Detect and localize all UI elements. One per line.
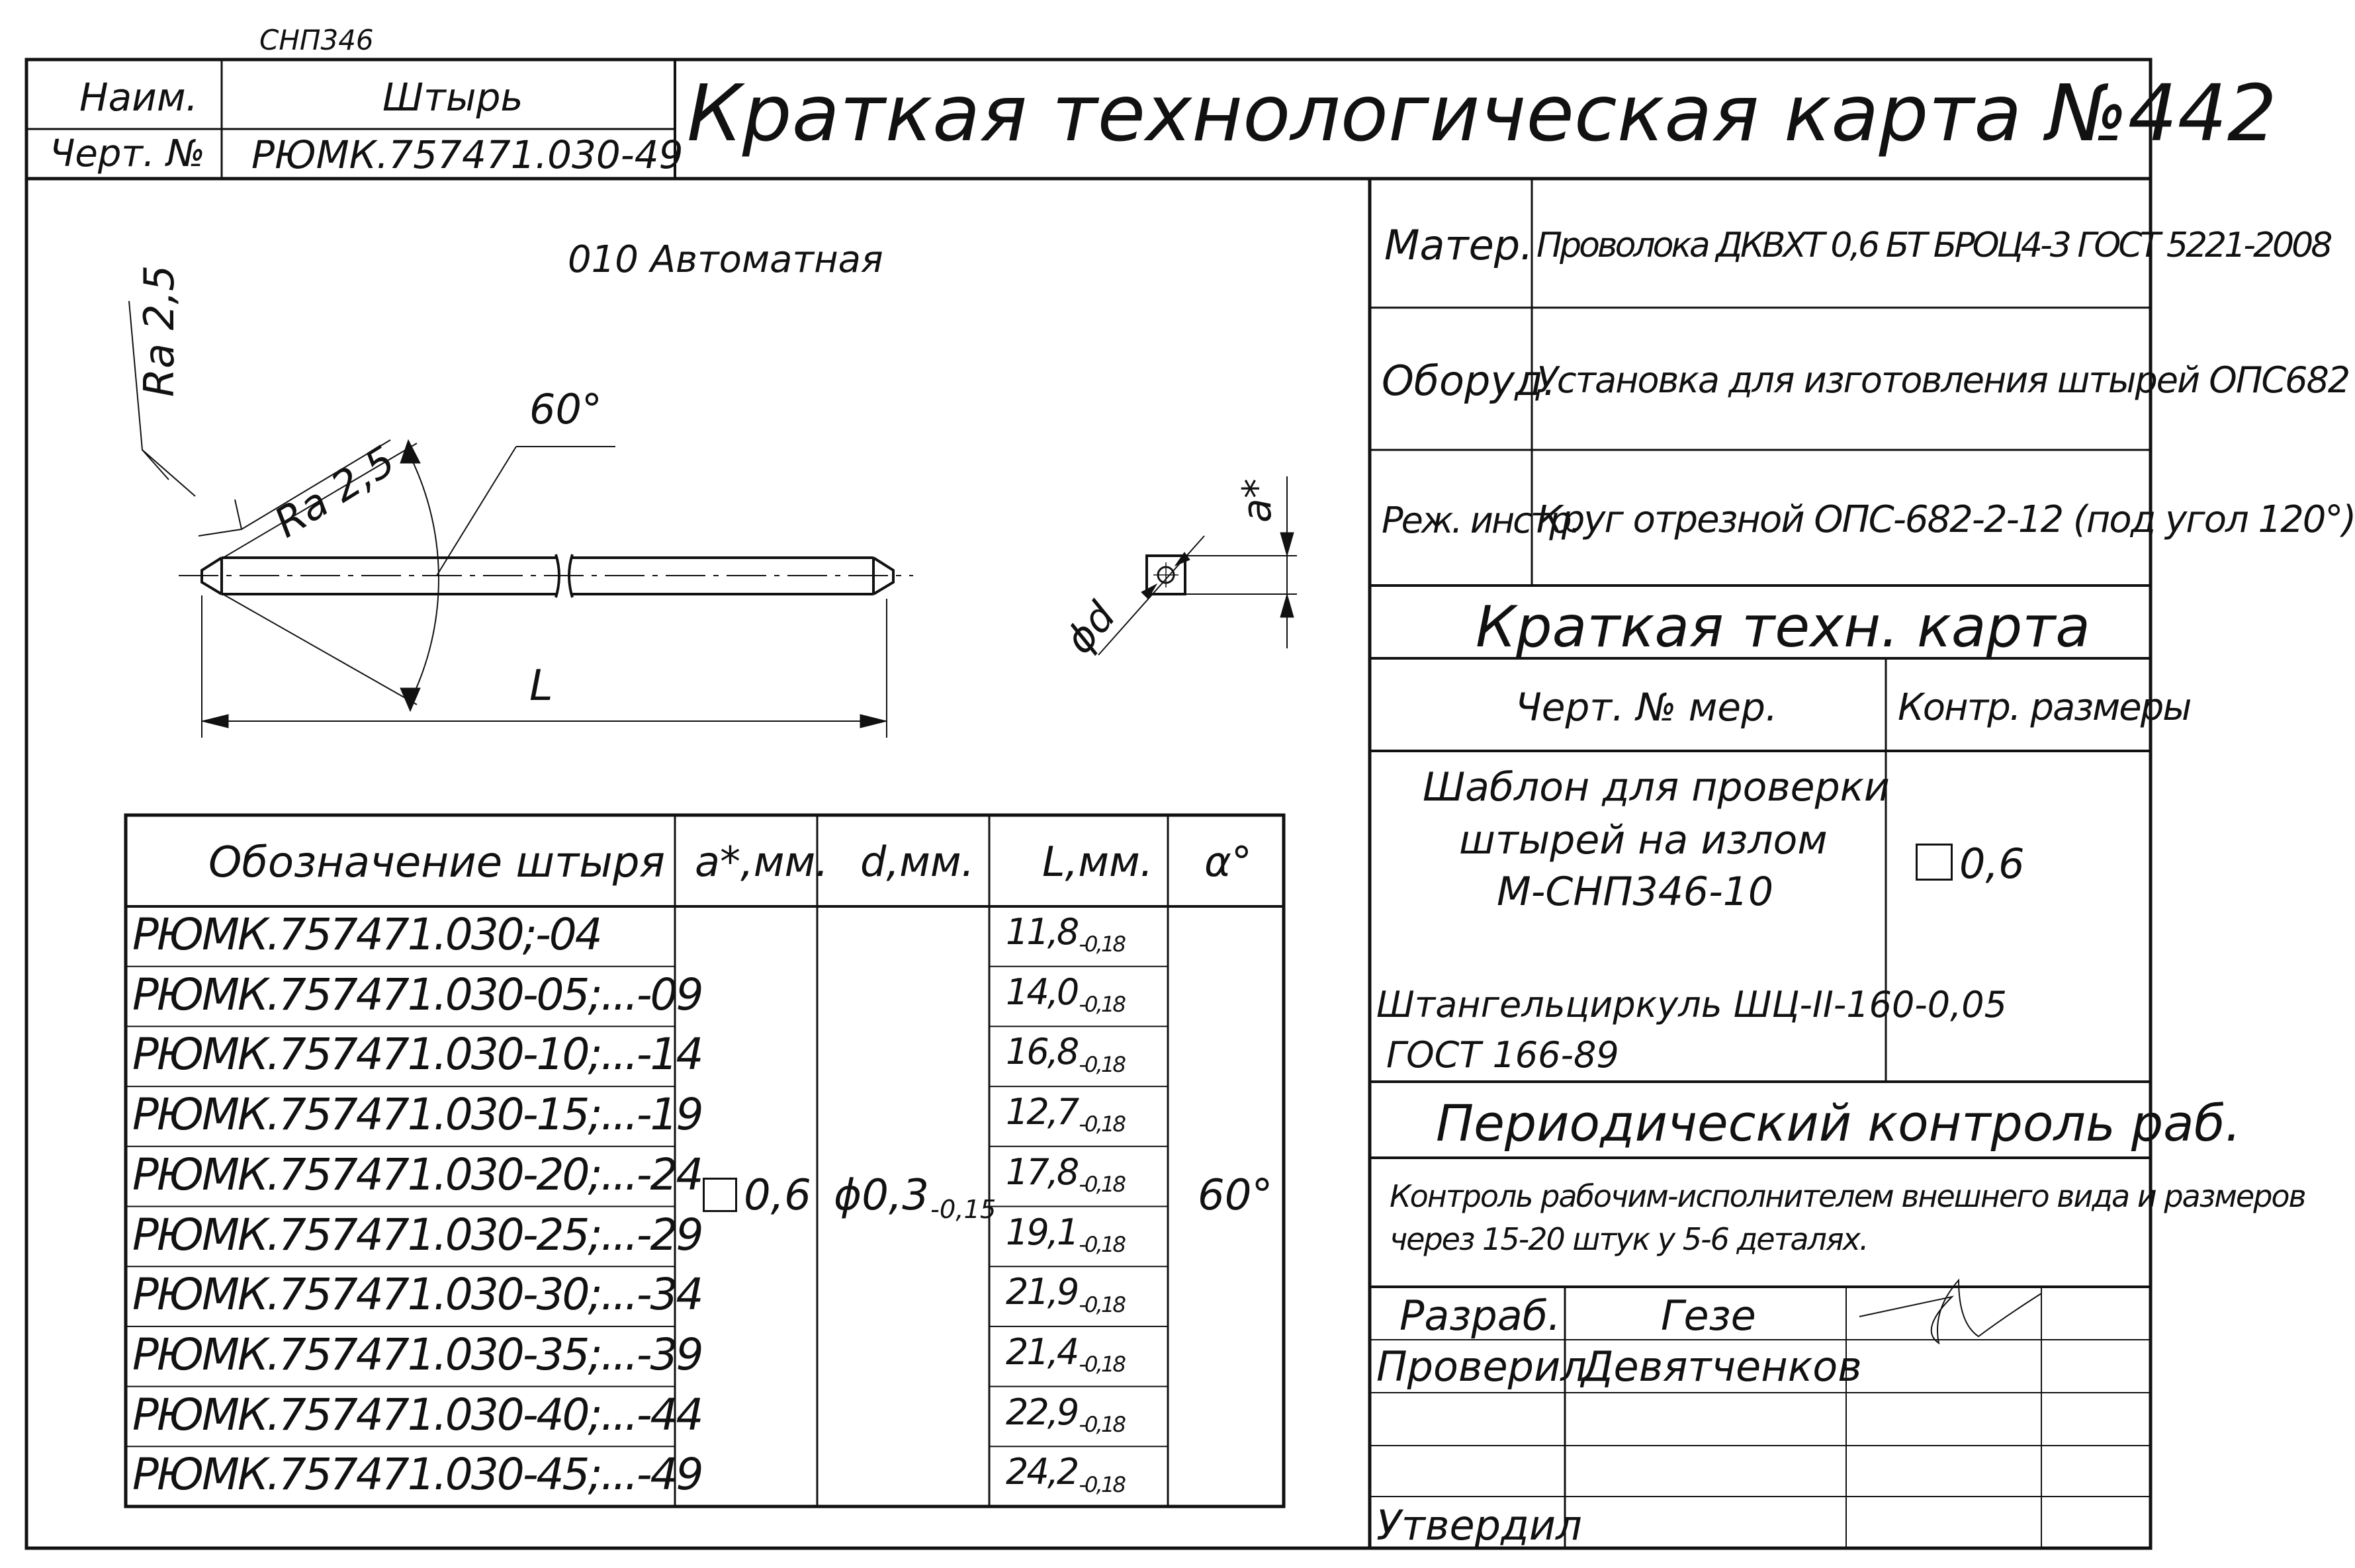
control-col1-header: Черт. № мер. (1515, 685, 1778, 730)
name-value: Штырь (382, 75, 523, 120)
gauge-line3: М-СНП346-10 (1497, 869, 1774, 915)
table-row-length (1006, 1211, 1125, 1257)
control-section-title: Краткая техн. карта (1476, 594, 2090, 660)
periodic-line1: Контроль рабочим-исполнителем внешнего вида и размеров (1390, 1178, 2305, 1214)
equipment-value: Установка для изготовления штырей ОПС682 (1536, 359, 2350, 401)
length-tolerance: -0,18 (1079, 1291, 1125, 1317)
table-row-designation: РЮМК.757471.030-20;...-24 (132, 1149, 702, 1200)
square-icon (703, 1178, 737, 1212)
length-value: 14,0 (1006, 971, 1078, 1013)
table-header-d: d,мм. (860, 838, 975, 886)
table-row-designation: РЮМК.757471.030-45;...-49 (132, 1449, 702, 1501)
table-row-designation: РЮМК.757471.030-25;...-29 (132, 1209, 702, 1260)
table-d-value (834, 1171, 997, 1225)
material-value: Проволока ДКВХТ 0,6 БТ БРОЦ4-3 ГОСТ 5221-2008 (1536, 226, 2331, 265)
table-row-designation: РЮМК.757471.030-30;...-34 (132, 1269, 702, 1321)
d-value: ϕ0,3 (834, 1171, 929, 1220)
periodic-line2: через 15-20 штук у 5-6 деталях. (1390, 1221, 1868, 1257)
a-value: 0,6 (744, 1171, 811, 1220)
tool-value: Круг отрезной ОПС-682-2-12 (под угол 120°) (1536, 498, 2355, 541)
table-row-length (1006, 1031, 1125, 1077)
length-tolerance: -0,18 (1079, 1111, 1125, 1137)
top-note: СНП346 (259, 24, 374, 56)
gauge-size (1916, 840, 2025, 888)
name-label: Наим. (79, 75, 199, 120)
table-row-length (1006, 1391, 1125, 1437)
periodic-title: Периодический контроль раб. (1436, 1094, 2241, 1153)
length-value: 21,4 (1006, 1330, 1078, 1373)
table-row-length (1006, 1330, 1125, 1377)
length-value: 19,1 (1006, 1211, 1078, 1253)
table-row-length (1006, 1451, 1125, 1497)
developed-label: Разраб. (1400, 1291, 1561, 1340)
length-tolerance: -0,18 (1079, 1051, 1125, 1077)
table-row-designation: РЮМК.757471.030-35;...-39 (132, 1328, 702, 1380)
length-value: 16,8 (1006, 1031, 1078, 1073)
table-row-designation: РЮМК.757471.030-05;...-09 (132, 969, 702, 1020)
table-row-length (1006, 1271, 1125, 1317)
table-row-designation: РЮМК.757471.030-15;...-19 (132, 1089, 702, 1141)
length-tolerance: -0,18 (1079, 1471, 1125, 1497)
table-row-length (1006, 971, 1125, 1018)
page-title: Краткая технологическая карта №442 (687, 67, 2277, 159)
length-tolerance: -0,18 (1079, 1172, 1125, 1198)
table-a-value (703, 1171, 811, 1220)
gauge-line1: Шаблон для проверки (1423, 764, 1890, 810)
equipment-label: Оборуд. (1382, 357, 1556, 405)
table-header-alpha: α° (1204, 838, 1252, 886)
length-tolerance: -0,18 (1079, 1352, 1125, 1377)
length-tolerance: -0,18 (1079, 1231, 1125, 1257)
table-row-length (1006, 911, 1125, 957)
length-label: L (529, 662, 553, 711)
approved-label: Утвердил (1376, 1501, 1582, 1549)
length-value: 17,8 (1006, 1151, 1078, 1193)
developed-name: Гезе (1661, 1291, 1756, 1340)
angle-label: 60° (529, 385, 602, 433)
length-value: 24,2 (1006, 1451, 1078, 1493)
table-header-l: L,мм. (1042, 838, 1153, 886)
diameter-label: ϕd (1056, 593, 1125, 663)
checked-label: Проверил (1376, 1342, 1587, 1391)
caliper-line1: Штангельциркуль ШЦ-II-160-0,05 (1376, 984, 2008, 1025)
control-col2-header: Контр. размеры (1898, 686, 2191, 729)
table-alpha-value: 60° (1198, 1171, 1273, 1220)
gauge-size-value: 0,6 (1959, 840, 2025, 888)
length-value: 21,9 (1006, 1271, 1078, 1313)
table-row-designation: РЮМК.757471.030-40;...-44 (132, 1389, 702, 1440)
roughness-label-angled: Ra 2,5 (265, 436, 404, 547)
length-value: 11,8 (1006, 911, 1078, 953)
drawing-label: Черт. № (50, 132, 205, 175)
length-value: 12,7 (1006, 1091, 1078, 1133)
length-tolerance: -0,18 (1079, 992, 1125, 1018)
caliper-line2: ГОСТ 166-89 (1386, 1034, 1619, 1076)
length-tolerance: -0,18 (1079, 1411, 1125, 1437)
table-header-designation: Обозначение штыря (208, 838, 665, 887)
tool-label: Реж. инстр. (1382, 500, 1579, 541)
table-row-length (1006, 1091, 1125, 1137)
table-row-length (1006, 1151, 1125, 1198)
d-tolerance: -0,15 (930, 1195, 997, 1225)
drawing-value: РЮМК.757471.030-49 (251, 132, 684, 177)
gauge-line2: штырей на излом (1459, 817, 1828, 863)
length-tolerance: -0,18 (1079, 932, 1125, 957)
square-icon (1916, 844, 1953, 881)
length-value: 22,9 (1006, 1391, 1078, 1433)
material-label: Матер. (1384, 221, 1533, 269)
roughness-label-vertical: Ra 2,5 (135, 265, 183, 397)
size-a-label: a* (1234, 478, 1280, 523)
table-header-a: a*,мм. (695, 838, 828, 886)
operation-label: 010 Автоматная (568, 238, 883, 281)
table-row-designation: РЮМК.757471.030-10;...-14 (132, 1029, 702, 1080)
checked-name: Девятченков (1581, 1342, 1862, 1391)
table-row-designation: РЮМК.757471.030;-04 (132, 909, 601, 960)
